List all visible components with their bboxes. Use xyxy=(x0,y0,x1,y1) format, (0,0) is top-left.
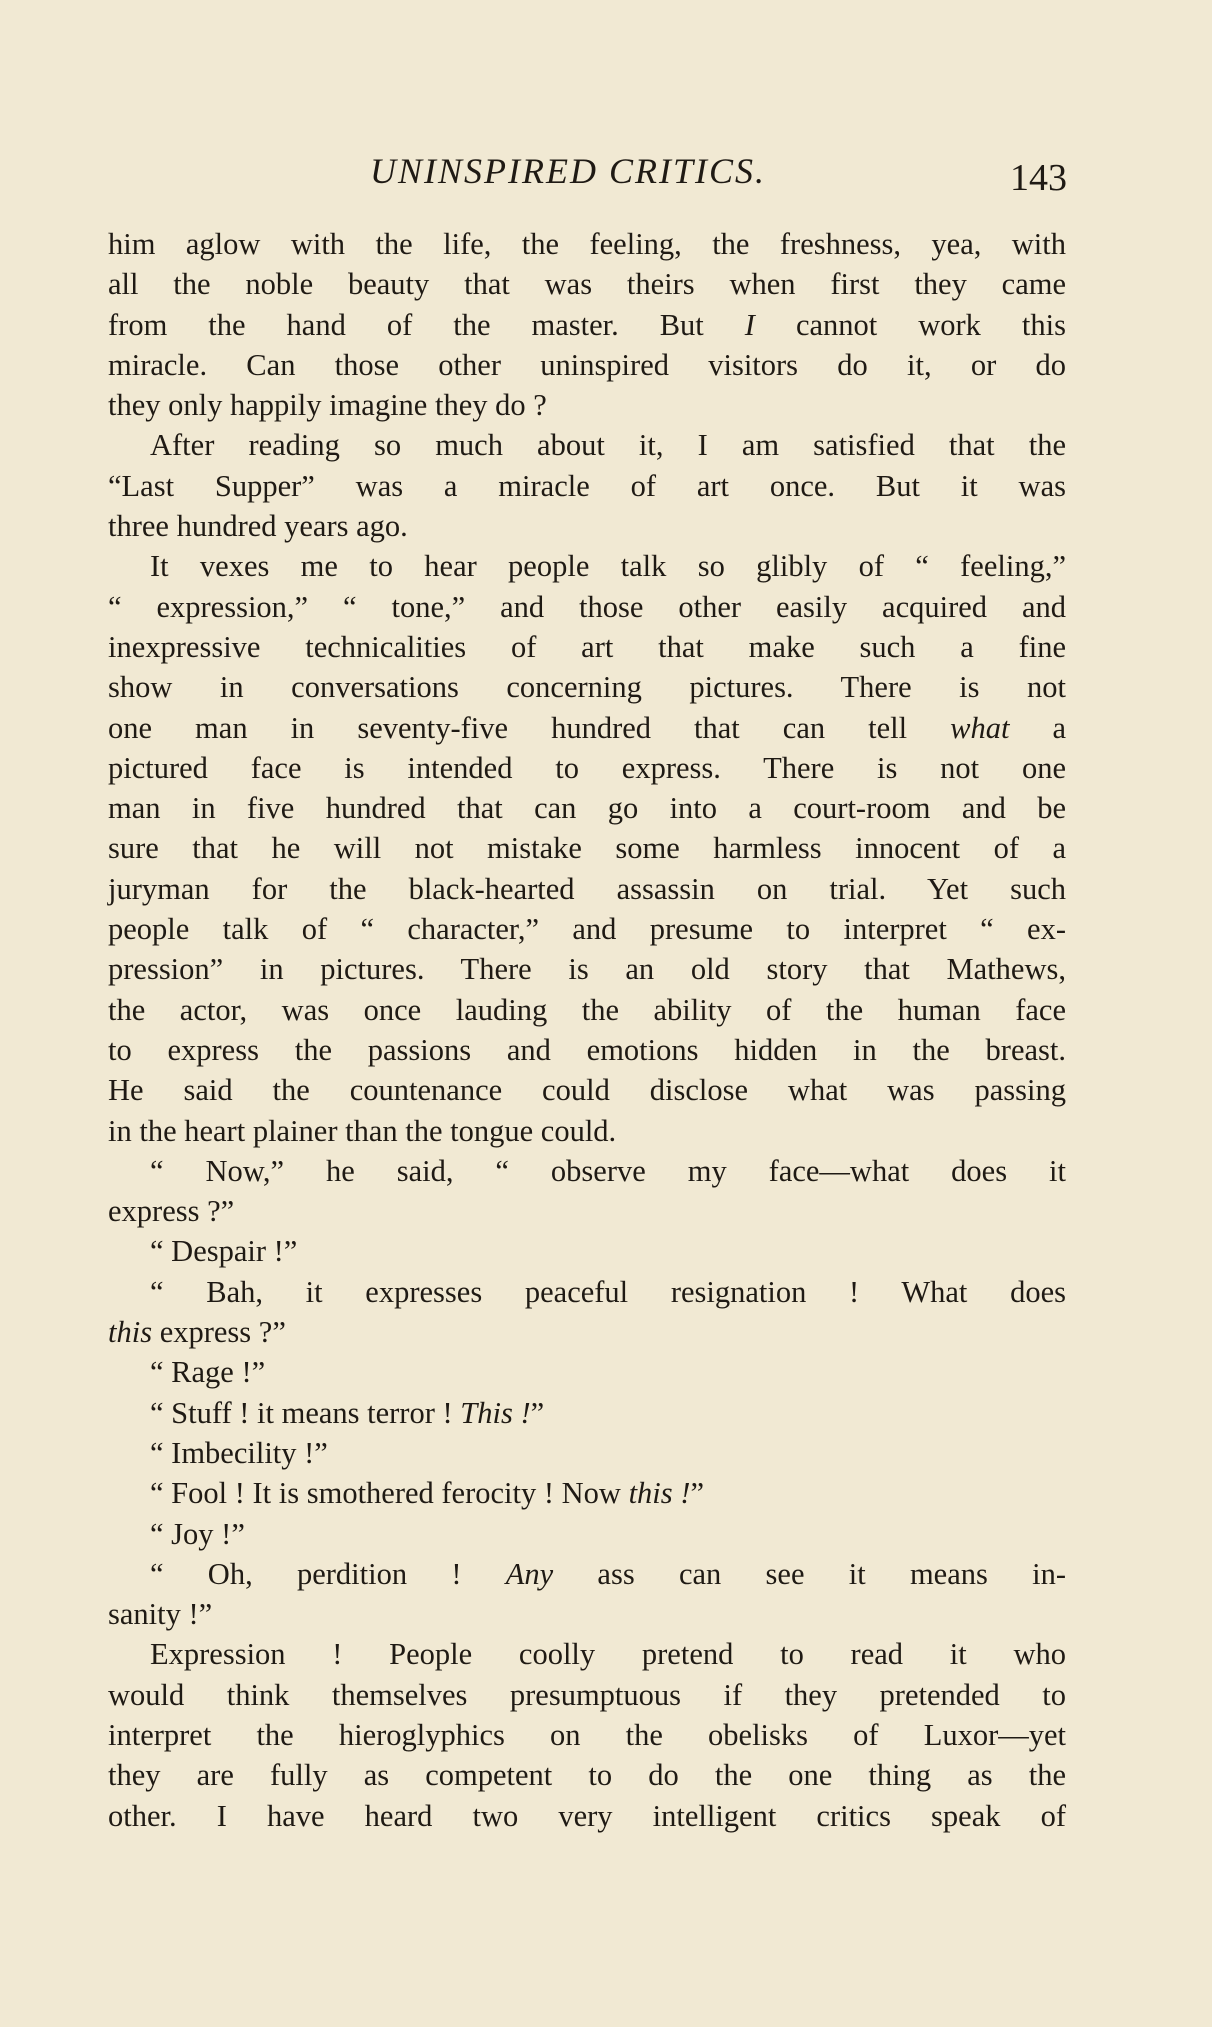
text-line xyxy=(108,1796,1066,1836)
text-line xyxy=(108,546,1066,586)
text-segment: “ Oh, perdition ! xyxy=(150,1556,506,1591)
text-line xyxy=(108,869,1066,909)
text-line xyxy=(108,1554,1066,1594)
text-line xyxy=(108,224,1066,264)
text-segment: “ Fool ! It is smothered ferocity ! Now xyxy=(150,1476,629,1511)
text-segment: “ expression,” “ tone,” and those other easily acquired and xyxy=(108,589,1066,624)
text-segment: cannot work this xyxy=(754,307,1066,342)
text-segment: three hundred years ago. xyxy=(108,509,408,544)
text-segment: ass can see it means in- xyxy=(553,1556,1067,1591)
text-segment: the actor, was once lauding the ability of the human face xyxy=(108,992,1066,1027)
text-segment: him aglow with the life, the feeling, the freshness, yea, with xyxy=(108,227,1066,261)
text-line xyxy=(108,264,1066,304)
italic-text: This ! xyxy=(460,1395,531,1430)
text-segment: express ?” xyxy=(108,1194,235,1229)
text-line xyxy=(108,1715,1066,1755)
text-segment: Expression ! People coolly pretend to read it who xyxy=(150,1637,1066,1672)
text-segment: to express the passions and emotions hidden in the breast. xyxy=(108,1032,1066,1067)
text-segment: in the heart plainer than the tongue could. xyxy=(108,1113,617,1148)
text-segment: inexpressive technicalities of art that make such a fine xyxy=(108,629,1066,664)
text-segment: “ Despair !” xyxy=(150,1234,298,1269)
text-segment: juryman for the black-hearted assassin on trial. Yet such xyxy=(108,871,1066,906)
text-line xyxy=(108,1272,1066,1312)
text-line xyxy=(108,949,1066,989)
text-line xyxy=(108,1030,1066,1070)
text-line xyxy=(108,1151,1066,1191)
text-segment: one man in seventy-five hundred that can tell xyxy=(108,710,951,745)
running-head: UNINSPIRED CRITICS. xyxy=(370,151,766,191)
text-segment: from the hand of the master. But xyxy=(108,307,745,342)
text-segment: sanity !” xyxy=(108,1597,213,1632)
text-line xyxy=(108,1312,1066,1352)
text-segment: “ Joy !” xyxy=(150,1516,245,1551)
text-line xyxy=(108,1111,1066,1151)
text-segment: “ Bah, it expresses peaceful resignation ! What does xyxy=(150,1274,1066,1309)
text-line xyxy=(108,506,1066,546)
text-line xyxy=(108,466,1066,506)
text-segment: “Last Supper” was a miracle of art once. But it was xyxy=(108,468,1066,503)
text-line xyxy=(108,1473,1066,1513)
text-segment: “ Stuff ! it means terror ! xyxy=(150,1395,461,1430)
text-line xyxy=(108,1594,1066,1634)
text-line xyxy=(108,425,1066,465)
page-number: 143 xyxy=(1010,157,1067,199)
italic-text: this ! xyxy=(628,1476,691,1511)
text-line xyxy=(108,1070,1066,1110)
text-segment: pictured face is intended to express. There is not one xyxy=(108,750,1066,785)
text-segment: He said the countenance could disclose what was passing xyxy=(108,1073,1066,1108)
text-segment: all the noble beauty that was theirs when first they came xyxy=(108,267,1066,302)
text-line xyxy=(108,708,1066,748)
text-line xyxy=(108,1675,1066,1715)
text-line xyxy=(108,788,1066,828)
italic-text: this xyxy=(108,1315,153,1350)
italic-text: what xyxy=(950,710,1010,745)
text-segment: miracle. Can those other uninspired visitors do it, or do xyxy=(108,347,1066,382)
text-segment: interpret the hieroglyphics on the obelisks of Luxor—yet xyxy=(108,1717,1066,1752)
text-segment: man in five hundred that can go into a court-room and be xyxy=(108,791,1066,826)
text-segment: “ Imbecility !” xyxy=(150,1435,328,1470)
text-line xyxy=(108,667,1066,707)
text-line xyxy=(108,990,1066,1030)
text-line xyxy=(108,1231,1066,1271)
text-segment: ” xyxy=(690,1476,704,1511)
text-line xyxy=(108,587,1066,627)
text-segment: they only happily imagine they do ? xyxy=(108,388,547,423)
text-line xyxy=(108,748,1066,788)
text-segment: would think themselves presumptuous if they pretended to xyxy=(108,1677,1066,1712)
text-line xyxy=(108,1352,1066,1392)
text-line xyxy=(108,627,1066,667)
text-segment: sure that he will not mistake some harmless innocent of a xyxy=(108,831,1066,866)
text-segment: express ?” xyxy=(152,1315,286,1350)
text-segment: It vexes me to hear people talk so glibly of “ feeling,” xyxy=(150,549,1066,584)
italic-text: I xyxy=(744,307,755,342)
text-segment: people talk of “ character,” and presume to interpret “ ex- xyxy=(108,912,1066,947)
text-segment: “ Rage !” xyxy=(150,1355,266,1390)
text-segment: other. I have heard two very intelligent critics speak of xyxy=(108,1798,1066,1833)
text-line xyxy=(108,385,1066,425)
text-segment: a xyxy=(1009,710,1066,745)
text-line xyxy=(108,345,1066,385)
text-segment: After reading so much about it, I am satisfied that the xyxy=(150,428,1066,463)
text-segment: pression” in pictures. There is an old story that Mathews, xyxy=(108,952,1066,987)
text-line xyxy=(108,909,1066,949)
text-segment: ” xyxy=(530,1395,545,1430)
text-line xyxy=(108,828,1066,868)
text-segment: they are fully as competent to do the one thing as the xyxy=(108,1758,1066,1793)
text-segment: show in conversations concerning pictures. There is not xyxy=(108,670,1066,705)
text-line xyxy=(108,305,1066,345)
text-line xyxy=(108,1393,1066,1433)
italic-text: Any xyxy=(505,1556,554,1591)
body-text xyxy=(108,224,1066,1836)
text-line xyxy=(108,1433,1066,1473)
text-line xyxy=(108,1514,1066,1554)
text-line xyxy=(108,1191,1066,1231)
text-segment: “ Now,” he said, “ observe my face—what does it xyxy=(150,1153,1066,1188)
text-line xyxy=(108,1634,1066,1674)
text-line xyxy=(108,1755,1066,1795)
